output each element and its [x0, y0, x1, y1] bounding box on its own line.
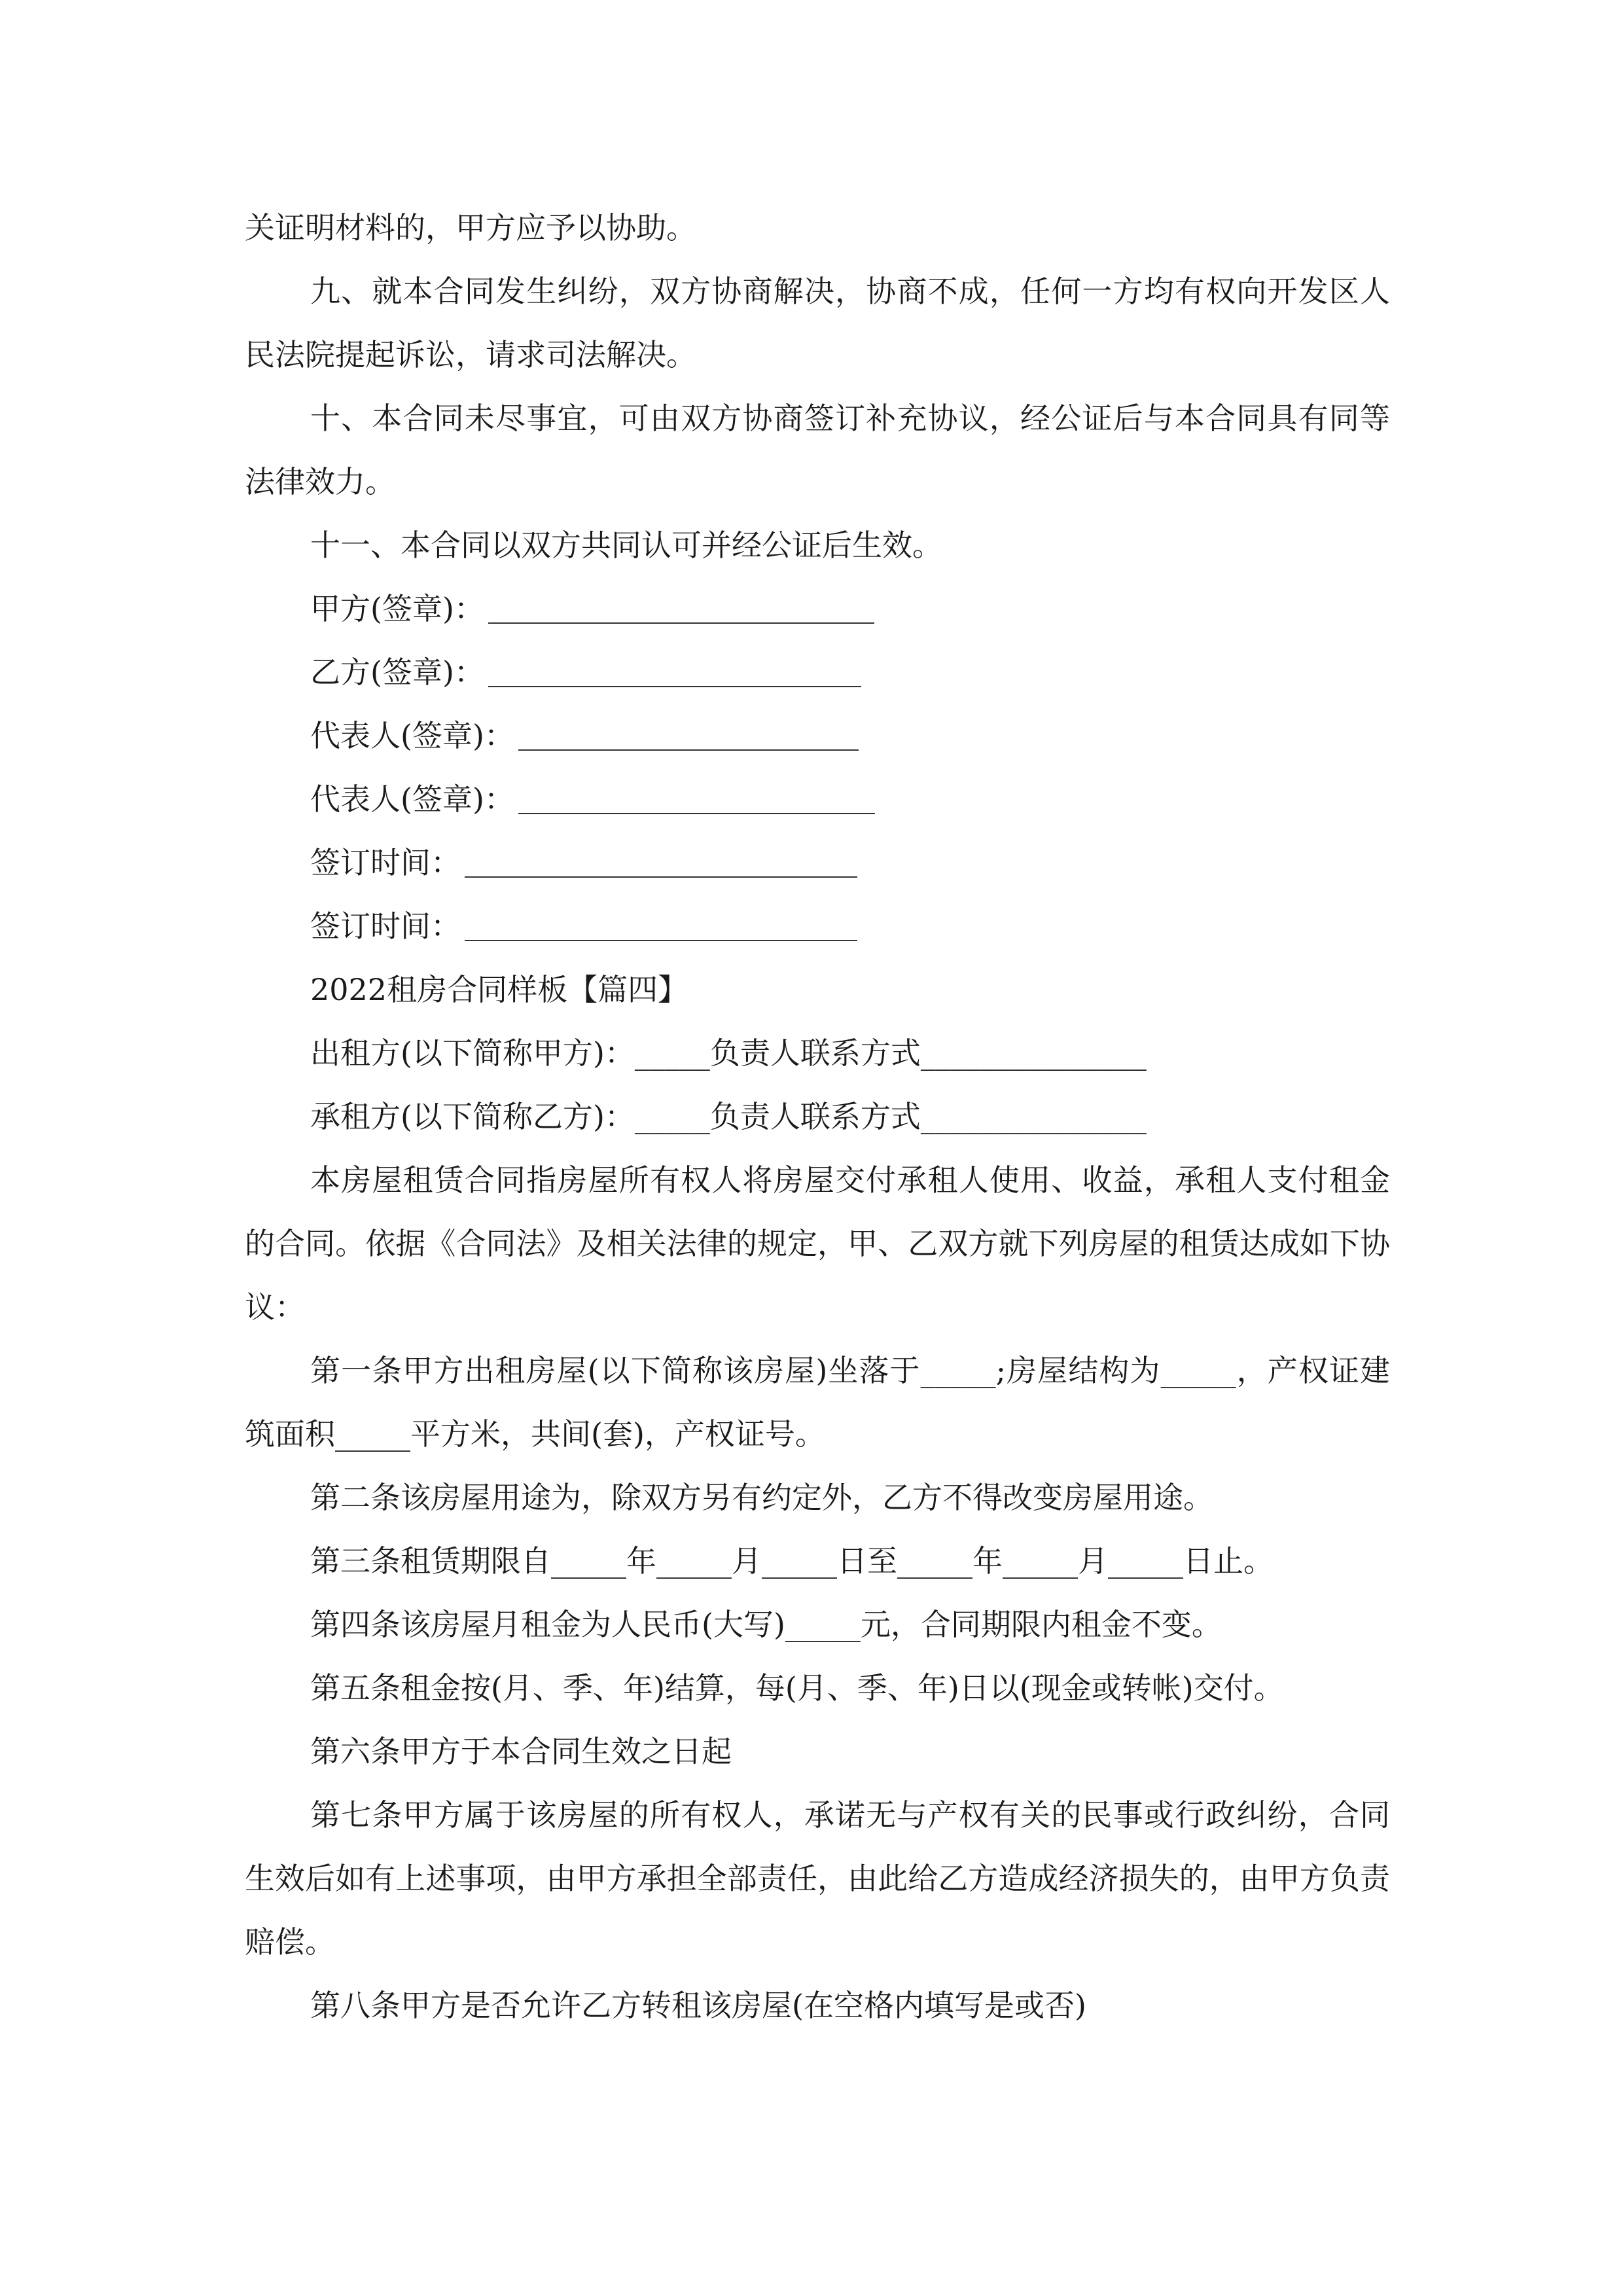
signature-representative-b: [245, 768, 1390, 831]
signature-party-b: [245, 641, 1390, 704]
signature-line: [465, 940, 857, 941]
signature-line: [465, 876, 857, 878]
signature-label: 甲方(签章)：: [310, 591, 484, 626]
signature-line: [488, 686, 861, 687]
signature-label: 代表人(签章)：: [310, 718, 514, 753]
paragraph-continuation: 关证明材料的，甲方应予以协助。: [245, 210, 696, 245]
signature-label: 乙方(签章)：: [310, 655, 484, 690]
signature-line: [518, 813, 875, 814]
document-body: [245, 196, 1390, 2037]
signature-party-a: [245, 577, 1390, 641]
paragraph-article-6: 第六条甲方于本合同生效之日起: [310, 1734, 732, 1769]
signing-date-1: [245, 831, 1390, 895]
paragraph-lessor: 出租方(以下简称甲方)：_____负责人联系方式_______________: [310, 1035, 1147, 1071]
paragraph-article-1: 第一条甲方出租房屋(以下简称该房屋)坐落于_____;房屋结构为_____，产权证建筑面积_____平方米，共间(套)，产权证号。: [245, 1353, 1390, 1452]
paragraph-article-4: 第四条该房屋月租金为人民币(大写)_____元，合同期限内租金不变。: [310, 1607, 1222, 1642]
signature-label: 代表人(签章)：: [310, 781, 514, 817]
paragraph-article-3: 第三条租赁期限自_____年_____月_____日至_____年_____月_____日止。: [310, 1543, 1274, 1579]
paragraph-article-8: 第八条甲方是否允许乙方转租该房屋(在空格内填写是或否): [310, 1988, 1086, 2023]
paragraph-article-7: 第七条甲方属于该房屋的所有权人，承诺无与产权有关的民事或行政纠纷，合同生效后如有上述事项，由甲方承担全部责任，由此给乙方造成经济损失的，由甲方负责赔偿。: [245, 1797, 1390, 1960]
signature-label: 签订时间：: [310, 845, 461, 880]
paragraph-clause-9: 九、就本合同发生纠纷，双方协商解决，协商不成，任何一方均有权向开发区人民法院提起诉讼，请求司法解决。: [245, 274, 1390, 372]
paragraph-lessee: 承租方(以下简称乙方)：_____负责人联系方式_______________: [310, 1099, 1147, 1134]
signature-line: [488, 622, 874, 624]
signature-representative-a: [245, 704, 1390, 768]
paragraph-clause-11: 十一、本合同以双方共同认可并经公证后生效。: [310, 528, 942, 563]
section-title: 2022租房合同样板【篇四】: [310, 972, 688, 1007]
signature-label: 签订时间：: [310, 908, 461, 944]
signature-line: [518, 749, 859, 751]
signing-date-2: [245, 895, 1390, 958]
paragraph-intro: 本房屋租赁合同指房屋所有权人将房屋交付承租人使用、收益，承租人支付租金的合同。依据《合同法》及相关法律的规定，甲、乙双方就下列房屋的租赁达成如下协议：: [245, 1162, 1390, 1325]
paragraph-clause-10: 十、本合同未尽事宜，可由双方协商签订补充协议，经公证后与本合同具有同等法律效力。: [245, 401, 1390, 499]
paragraph-article-5: 第五条租金按(月、季、年)结算，每(月、季、年)日以(现金或转帐)交付。: [310, 1670, 1284, 1706]
paragraph-article-2: 第二条该房屋用途为，除双方另有约定外，乙方不得改变房屋用途。: [310, 1480, 1213, 1515]
